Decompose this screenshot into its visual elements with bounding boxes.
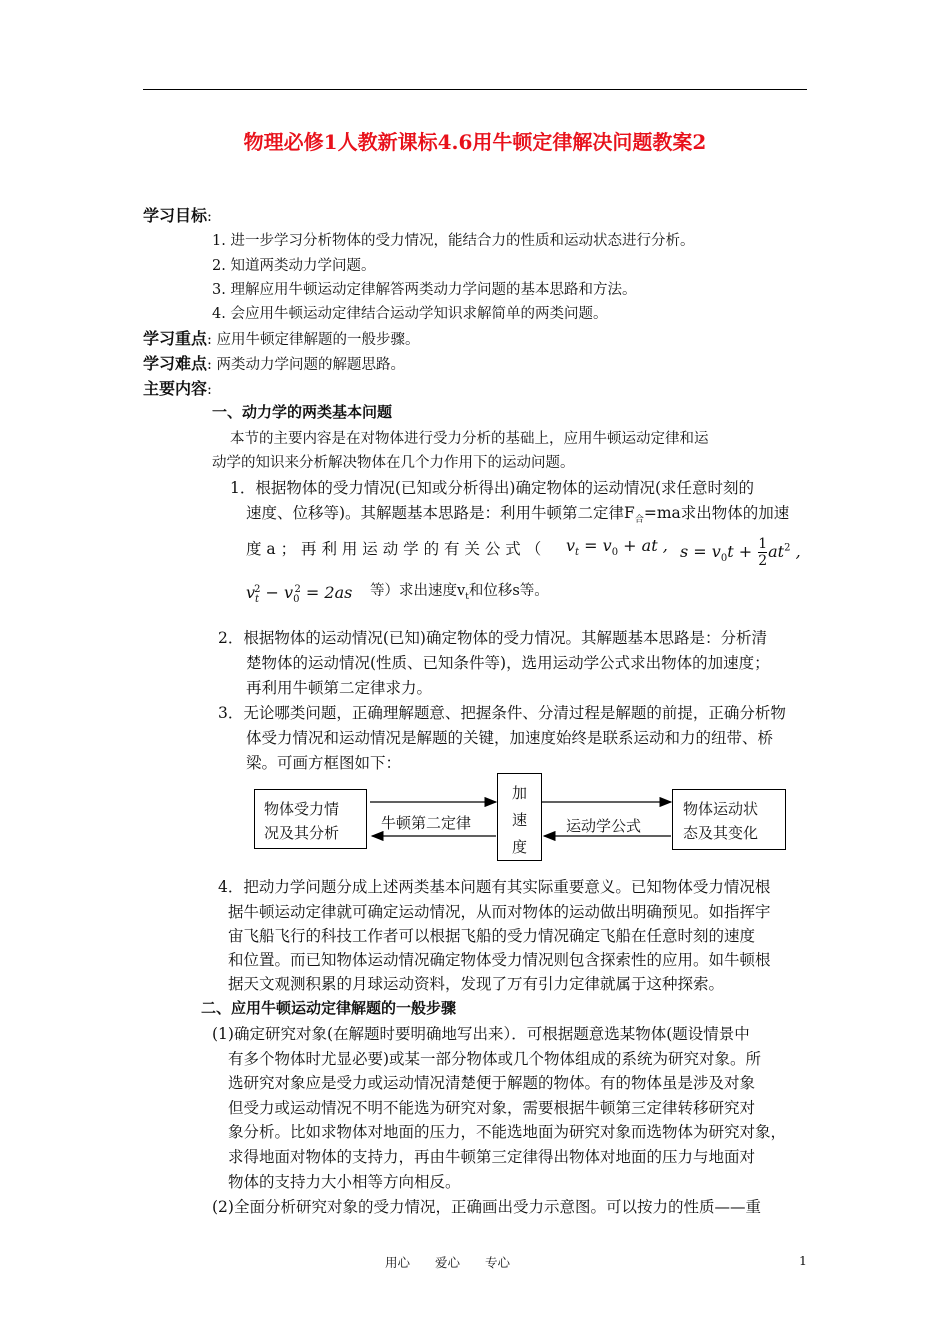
step1-line: 选研究对象应是受力或运动情况清楚便于解题的物体。有的物体虽是涉及对象 [228,1074,756,1092]
page-number: 1 [799,1253,807,1268]
key-point-label: 学习重点 [143,329,208,348]
section2-heading: 二、应用牛顿运动定律解题的一般步骤 [201,999,457,1017]
formula-velocity: $v_t = v_0$ + at , [566,536,668,559]
objective-item: 4. 会应用牛顿运动定律结合运动学知识求解简单的两类问题。 [212,306,608,322]
p4-line: 据天文观测积累的月球运动资料，发现了万有引力定律就属于这种探索。 [228,975,725,993]
p4-line: 和位置。而已知物体运动情况确定物体受力情况则包含探索性的应用。如牛顿根 [228,951,771,969]
force-analysis-box [254,789,367,849]
accel-box-char: 度 [511,838,527,856]
acceleration-box [497,773,542,861]
step2-line: (2)全面分析研究对象的受力情况，正确画出受力示意图。可以按力的性质——重 [212,1198,761,1216]
newton-second-law-label: 牛顿第二定律 [381,814,472,832]
footer-motto: 用心 爱心 专心 [385,1255,511,1270]
p1-line-part: 等）求出速度v [370,583,466,599]
p4-line: 4．把动力学问题分成上述两类基本问题有其实际重要意义。已知物体受力情况根 [218,878,771,896]
p3-line: 梁。可画方框图如下： [246,754,402,772]
force-box-line: 物体受力情 [264,800,340,818]
section1-intro-line: 动学的知识来分析解决物体在几个力作用下的运动问题。 [212,455,575,471]
content-colon: : [207,382,212,398]
p2-line: 2．根据物体的运动情况(已知)确定物体的受力情况。其解题基本思路是：分析清 [218,629,767,647]
p3-line: 3．无论哪类问题，正确理解题意、把握条件、分清过程是解题的前提，正确分析物 [218,704,786,722]
kinematics-formula-label: 运动学公式 [566,817,642,835]
difficulty-label: 学习难点 [143,354,208,373]
subscript-he: 合 [634,515,644,526]
step1-line: (1)确定研究对象(在解题时要明确地写出来）．可根据题意选某物体(题设情景中 [212,1025,750,1043]
formula-velocity-squared: $v_t^2 - v_0^2 = 2as$ [246,583,353,606]
p4-line: 宙飞船飞行的科技工作者可以根据飞船的受力情况确定飞船在任意时刻的速度 [228,927,756,945]
step1-line: 象分析。比如求物体对地面的压力，不能选地面为研究对象而选物体为研究对象， [228,1123,787,1141]
p1-line-part: 速度、位移等)。其解题基本思路是：利用牛顿第二定律F [246,504,635,522]
objective-item: 2. 知道两类动力学问题。 [212,258,376,274]
step1-line: 有多个物体时尤显必要)或某一部分物体或几个物体组成的系统为研究对象。所 [228,1050,762,1068]
accel-box-char: 加 [511,784,527,802]
content-label: 主要内容 [143,379,208,398]
section1-heading: 一、动力学的两类基本问题 [212,403,393,421]
objective-item: 1. 进一步学习分析物体的受力情况，能结合力的性质和运动状态进行分析。 [212,233,695,249]
step1-line: 但受力或运动情况不明不能选为研究对象，需要根据牛顿第三定律转移研究对 [228,1099,756,1117]
key-point-text: : 应用牛顿定律解题的一般步骤。 [207,332,420,348]
objectives-colon: : [207,209,212,225]
step1-line: 求得地面对物体的支持力，再由牛顿第三定律得出物体对地面的压力与地面对 [228,1148,756,1166]
difficulty-text: : 两类动力学问题的解题思路。 [207,357,406,373]
p2-line: 楚物体的运动情况(性质、已知条件等)，选用运动学公式求出物体的加速度； [246,654,770,672]
p1-line-part: 和位移s等。 [468,583,549,599]
p3-line: 体受力情况和运动情况是解题的关键，加速度始终是联系运动和力的纽带、桥 [246,729,774,747]
p1-line-part: =ma求出物体的加速 [643,504,790,522]
p1-line: 1．根据物体的受力情况(已知或分析得出)确定物体的运动情况(求任意时刻的 [230,479,755,497]
force-box-line: 况及其分析 [264,824,340,842]
subscript-t: t [465,591,469,602]
objectives-label: 学习目标 [143,206,208,225]
objective-item: 3. 理解应用牛顿运动定律解答两类动力学问题的基本思路和方法。 [212,282,637,298]
formula-displacement: $s = v_0t + 1$ 2 $at^2$ , [680,536,801,569]
formula-v: v [566,536,576,555]
motion-box-line: 态及其变化 [683,824,759,842]
page-title: 物理必修1人教新课标4.6用牛顿定律解决问题教案2 [243,130,707,154]
step1-line: 物体的支持力大小相等方向相反。 [228,1173,461,1191]
motion-box-line: 物体运动状 [683,800,759,818]
section1-intro-line: 本节的主要内容是在对物体进行受力分析的基础上，应用牛顿运动定律和运 [230,431,709,447]
accel-box-char: 速 [511,811,527,829]
p4-line: 据牛顿运动定律就可确定运动情况，从而对物体的运动做出明确预见。如指挥宇 [228,903,771,921]
p1-line: 度 a ； 再 利 用 运 动 学 的 有 关 公 式 （ [246,540,542,558]
motion-state-box [672,789,786,850]
p2-line: 再利用牛顿第二定律求力。 [246,679,433,697]
